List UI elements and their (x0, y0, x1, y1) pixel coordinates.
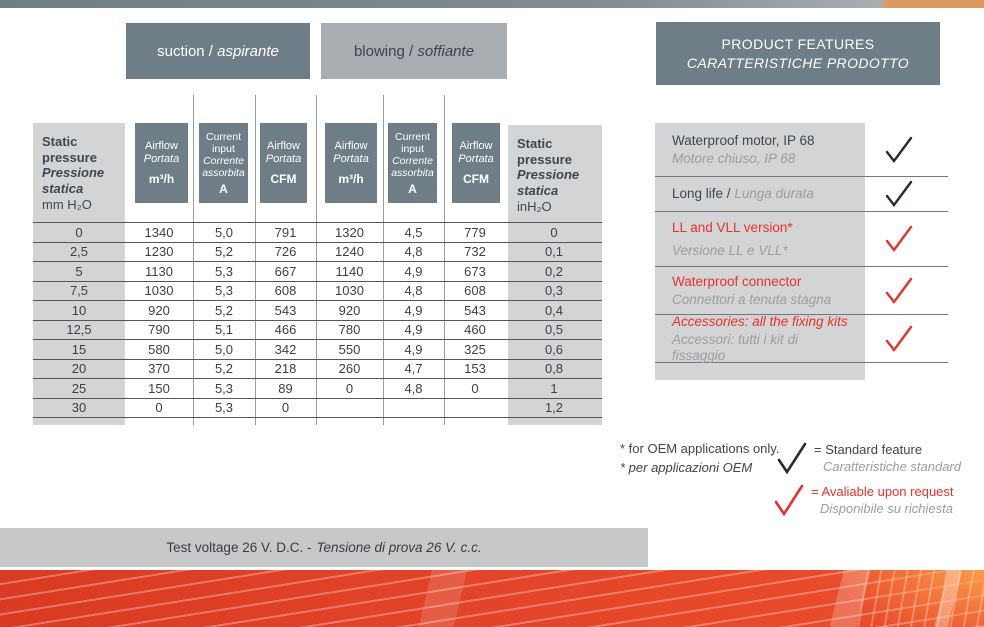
legend-request-it: Disponibile su richiesta (820, 501, 953, 516)
header-en: Airflow (334, 140, 368, 152)
table-cell: 7,5 (69, 283, 89, 299)
feature-it: Lunga durata (734, 186, 814, 201)
check-icon-request (884, 225, 914, 253)
table-cell: 25 (71, 380, 87, 396)
table-cell: 342 (274, 341, 297, 357)
table-cell: 580 (148, 341, 170, 357)
header-it: Corrente assorbita (202, 155, 245, 179)
table-cell: 4,9 (404, 302, 423, 318)
product-features-header (656, 22, 940, 85)
table-cell: 5,0 (214, 341, 234, 357)
table-cell: 1130 (145, 263, 173, 279)
header-unit: CFM (463, 172, 489, 186)
band-stripe (416, 570, 468, 627)
header-it: Portata (458, 153, 494, 165)
table-cell: 0 (345, 380, 354, 396)
header-en: Current input (205, 131, 241, 155)
header-en: Static pressure (517, 136, 572, 167)
header-en: Airflow (144, 140, 178, 152)
table-cell (316, 399, 383, 418)
table-cell: 20 (71, 361, 87, 377)
table-cell: 466 (274, 322, 297, 338)
table-cell: 4,9 (404, 322, 423, 338)
table-cell: 0 (550, 224, 558, 240)
table-cell: 5,3 (214, 263, 234, 279)
table-cell: 673 (464, 263, 486, 279)
table-cell: 4,5 (404, 224, 423, 240)
table-cell: 10 (71, 302, 87, 318)
table-cell (383, 399, 444, 418)
table-body (33, 222, 602, 418)
bottom-red-wave-decoration (0, 570, 984, 627)
feature-it: Connettori a tenuta stagna (672, 291, 832, 307)
header-en: Static pressure (42, 134, 97, 165)
table-cell: 370 (148, 361, 170, 377)
table-cell (444, 399, 506, 418)
check-icon-standard (776, 441, 808, 475)
table-cell: 920 (338, 302, 361, 318)
header-it: Portata (143, 153, 180, 165)
feature-row-ll-vll-version (655, 212, 948, 267)
feature-en: Accessories: all the fixing kits (672, 313, 848, 329)
table-cell: 780 (338, 322, 361, 338)
table-cell: 153 (464, 361, 486, 377)
check-icon-request (884, 277, 914, 305)
oem-note (620, 439, 779, 477)
feature-it: Motore chiuso, IP 68 (672, 150, 796, 166)
feature-it: Versione LL e VLL* (672, 242, 788, 258)
table-row (33, 339, 602, 359)
table-cell: 1340 (144, 224, 174, 240)
table-cell: 30 (71, 400, 87, 416)
table-row (33, 300, 602, 320)
test-voltage-bar (0, 528, 648, 567)
table-cell: 5,3 (214, 380, 234, 396)
table-cell: 4,8 (404, 244, 423, 260)
header-unit: inH₂O (517, 199, 552, 214)
table-row (33, 398, 602, 418)
col-header-airflow-cfm-suction (260, 123, 307, 203)
feature-en: LL and VLL version* (672, 219, 793, 235)
tab-blowing-label-en: blowing (353, 42, 405, 60)
table-cell: 2,5 (69, 244, 89, 260)
table-cell: 5 (75, 263, 83, 279)
table-cell: 726 (274, 244, 297, 260)
tab-suction-label-en: suction (157, 42, 205, 60)
table-cell: 1140 (335, 263, 364, 279)
table-cell: 5,2 (214, 244, 234, 260)
table-cell: 550 (338, 341, 361, 357)
table-cell: 0 (471, 380, 479, 396)
col-header-current-blowing (388, 123, 437, 203)
table-cell: 12,5 (66, 322, 92, 338)
feature-en: Long life (672, 186, 724, 201)
table-cell: 0,8 (544, 361, 564, 377)
table-row (33, 222, 602, 242)
table-cell: 791 (274, 224, 297, 240)
tab-suction-label-it: aspirante (217, 42, 279, 60)
table-cell: 150 (148, 380, 170, 396)
table-row (33, 242, 602, 262)
table-cell: 608 (274, 283, 297, 299)
table-cell: 260 (338, 361, 361, 377)
table-cell: 5,1 (214, 322, 234, 338)
table-cell: 5,0 (214, 224, 234, 240)
feature-row-accessories (655, 315, 948, 363)
table-row (33, 281, 602, 301)
test-voltage-en: Test voltage 26 V. D.C. - (166, 540, 312, 555)
header-en: Airflow (459, 140, 493, 152)
col-header-current-suction (199, 123, 248, 203)
header-it: Corrente assorbita (391, 155, 434, 179)
header-unit: A (408, 182, 417, 196)
col-header-airflow-m3h-suction (135, 123, 188, 203)
tab-separator: / (404, 42, 418, 60)
col-header-airflow-m3h-blowing (325, 123, 377, 203)
table-cell: 0 (155, 400, 163, 416)
table-row (33, 378, 602, 398)
table-cell: 920 (148, 302, 170, 318)
tab-blowing-label-it: soffiante (417, 42, 475, 60)
feature-row-waterproof-motor (655, 123, 948, 177)
check-icon-request (884, 325, 914, 353)
test-voltage-it: Tensione di prova 26 V. c.c. (316, 540, 482, 555)
table-cell: 0 (281, 400, 290, 416)
tab-suction (126, 23, 310, 79)
table-cell: 0,3 (544, 283, 564, 299)
product-features-title-it: CARATTERISTICHE PRODOTTO (686, 54, 910, 71)
col-header-static-pressure-inh2o (508, 125, 602, 219)
col-header-static-pressure-mm (33, 123, 125, 217)
header-it: Pressione statica (517, 167, 580, 198)
table-cell: 732 (464, 244, 486, 260)
header-unit: m³/h (148, 172, 175, 186)
oem-note-it: * per applicazioni OEM (620, 460, 753, 475)
table-cell: 1320 (335, 224, 364, 240)
table-cell: 325 (464, 341, 486, 357)
check-icon-standard (884, 180, 914, 208)
table-cell: 1230 (144, 244, 174, 260)
table-cell: 89 (278, 380, 293, 396)
table-cell: 4,8 (404, 380, 423, 396)
tab-separator: / (204, 42, 218, 60)
table-row (33, 359, 602, 379)
legend-standard-it: Caratteristiche standard (823, 459, 962, 474)
header-unit: A (219, 182, 228, 196)
header-unit: m³/h (338, 172, 364, 186)
table-cell: 4,7 (404, 361, 423, 377)
table-cell: 667 (274, 263, 297, 279)
table-cell: 0,2 (544, 263, 564, 279)
legend-standard-en: = Standard feature (814, 442, 923, 457)
feature-it: Accessori: tutti i kit di fissaggio (672, 331, 799, 363)
table-cell: 1,2 (544, 400, 564, 416)
table-row (33, 261, 602, 281)
table-cell: 5,2 (214, 302, 234, 318)
legend-available-on-request (773, 483, 954, 517)
header-it: Portata (265, 153, 302, 165)
table-cell: 0,5 (544, 322, 564, 338)
band-cross-pattern (856, 570, 984, 627)
product-features-title-en: PRODUCT FEATURES (721, 35, 875, 52)
table-row (33, 320, 602, 340)
table-cell: 608 (464, 283, 486, 299)
table-cell: 0,4 (544, 302, 564, 318)
table-cell: 1240 (335, 244, 364, 260)
top-accent-bar (0, 0, 884, 8)
table-cell: 5,3 (214, 283, 234, 299)
table-cell: 0,1 (544, 244, 564, 260)
header-unit: mm H₂O (42, 197, 92, 212)
features-list (655, 123, 948, 363)
feature-en: Waterproof connector (672, 273, 802, 289)
check-icon-standard (884, 136, 914, 164)
table-cell: 4,8 (404, 283, 423, 299)
table-cell: 790 (148, 322, 170, 338)
tab-blowing (321, 23, 507, 79)
header-unit: CFM (270, 172, 297, 186)
header-it: Portata (333, 153, 369, 165)
table-cell: 460 (464, 322, 486, 338)
table-cell: 4,9 (404, 341, 423, 357)
header-en: Airflow (266, 140, 300, 152)
feature-row-long-life: Long life / Lunga durata (655, 177, 948, 212)
legend-request-en: = Avaliable upon request (811, 484, 954, 499)
table-cell: 1030 (335, 283, 364, 299)
table-cell: 0 (75, 224, 83, 240)
feature-row-waterproof-connector (655, 267, 948, 315)
table-cell: 5,2 (214, 361, 234, 377)
feature-en: Waterproof motor, IP 68 (672, 132, 815, 148)
oem-note-en: * for OEM applications only. (620, 441, 780, 456)
table-cell: 1030 (144, 283, 174, 299)
table-cell: 1 (550, 380, 558, 396)
legend-standard-feature (776, 441, 961, 475)
header-it: Pressione statica (42, 165, 105, 196)
check-icon-request (773, 483, 805, 517)
table-cell: 4,9 (404, 263, 423, 279)
col-header-airflow-cfm-blowing (452, 123, 500, 203)
table-cell: 218 (274, 361, 297, 377)
table-cell: 543 (464, 302, 486, 318)
table-cell: 779 (464, 224, 486, 240)
header-en: Current input (394, 131, 430, 155)
table-cell: 0,6 (544, 341, 564, 357)
top-accent-bar-orange (884, 0, 984, 8)
table-cell: 543 (274, 302, 297, 318)
table-cell: 15 (71, 341, 87, 357)
table-cell: 5,3 (214, 400, 234, 416)
